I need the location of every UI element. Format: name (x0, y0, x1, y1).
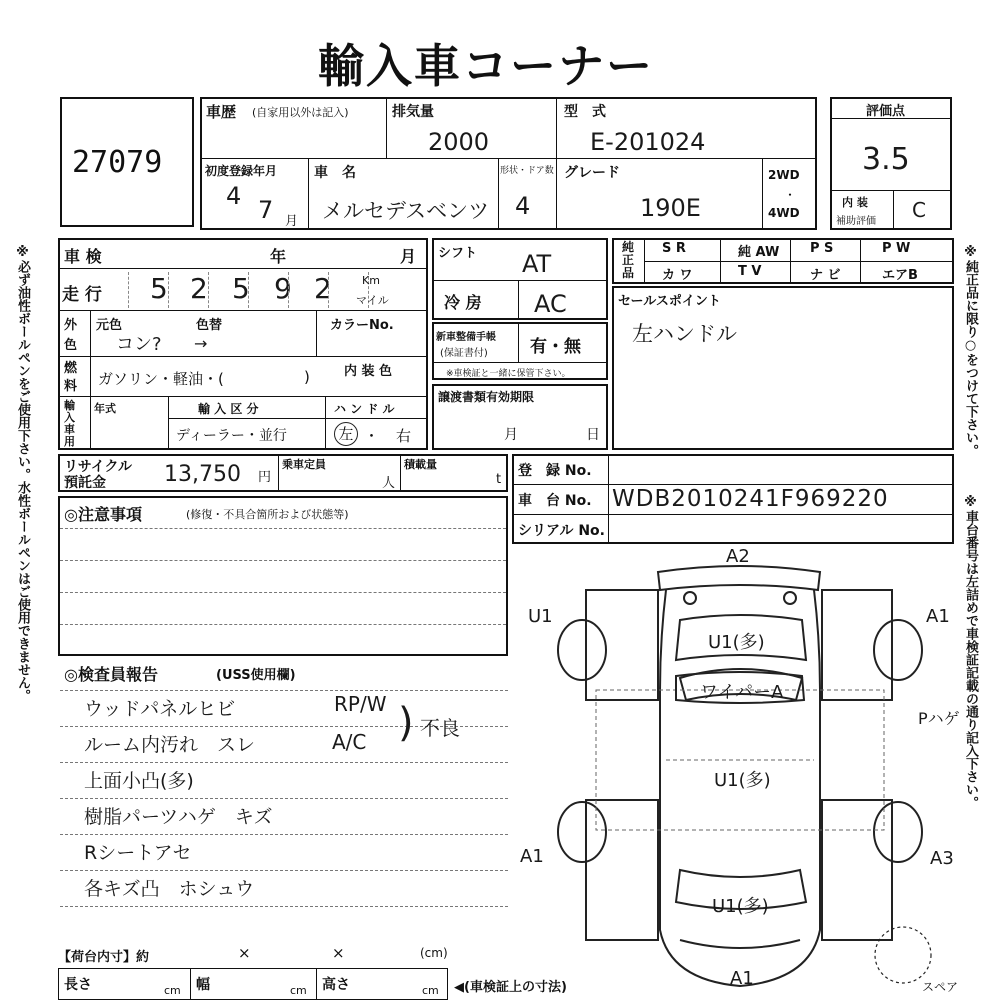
cargo-note: ◀(車検証上の寸法) (454, 980, 567, 995)
car-name-value: メルセデスベンツ (322, 199, 490, 223)
inspector-sublabel: (USS使用欄) (216, 668, 296, 683)
diagram-trunk: U1(多) (712, 896, 769, 917)
exterior-color-label: 外色 (64, 318, 78, 353)
diagram-front-left: U1 (528, 606, 553, 627)
diagram-right-side: Pハゲ (918, 709, 960, 728)
wheel-front-left (558, 620, 606, 680)
handle-left: 左 (334, 422, 358, 446)
inspection-label: 車 検 (64, 247, 102, 266)
left-front-panel (586, 590, 658, 700)
lot-number: 27079 (72, 145, 163, 180)
inspector-line: 樹脂パーツハゲ キズ (84, 806, 273, 828)
service-book-label-1: 新車整備手帳 (436, 332, 496, 343)
model-label: 型 式 (564, 104, 606, 120)
grade-label: グレード (564, 165, 620, 181)
transfer-day: 日 (586, 427, 600, 443)
diagram-hood: U1(多) (708, 632, 765, 653)
orig-color-label: 元色 (96, 318, 123, 333)
cargo-width: 幅 (196, 977, 210, 993)
side-note-right-2: ※車台番号は左詰めで車検証記載の通り記入下さい。 (963, 495, 978, 809)
capacity-unit: 人 (382, 476, 396, 491)
mileage-unit-mile: マイル (356, 294, 389, 307)
drive-dot: ・ (784, 188, 797, 202)
notes-label: ◎注意事項 (64, 505, 142, 524)
transfer-label: 譲渡書類有効期限 (438, 390, 535, 404)
doors-value: 4 (515, 192, 531, 220)
orig-color-value: コン? (116, 334, 162, 355)
wheel-rear-right (874, 802, 922, 862)
mileage-label: 走 行 (62, 285, 102, 305)
inspector-bracket: ) (398, 700, 414, 746)
sales-point-box (612, 286, 954, 450)
color-no-label: カラーNo. (330, 318, 394, 333)
side-note-right-1: ※純正品に限り○をつけて下さい。 (963, 245, 978, 457)
wheel-front-right (874, 620, 922, 680)
chassis-label: 車 台 No. (518, 493, 592, 509)
handle-label: ハ ン ド ル (334, 402, 395, 416)
diagram-roof: U1(多) (714, 770, 771, 791)
inspector-line: ルーム内汚れ スレ (84, 734, 256, 756)
drive-4wd: 4WD (768, 206, 800, 220)
cargo-size-box (58, 968, 448, 1000)
score-value: 3.5 (862, 142, 910, 177)
genuine-item: P W (882, 241, 911, 256)
front-bumper (658, 566, 820, 590)
first-reg-label: 初度登録年月 (205, 164, 278, 178)
genuine-label: 純正品 (622, 240, 635, 280)
displacement-value: 2000 (428, 128, 490, 156)
shift-value: AT (522, 250, 552, 278)
diagram-wiper: ワイパーA (700, 682, 784, 703)
inspector-line: 上面小凸(多) (84, 770, 194, 792)
displacement-label: 排気量 (392, 104, 434, 120)
right-rear-panel (822, 800, 892, 940)
first-reg-unit: 月 (285, 214, 299, 229)
capacity-label: 乗車定員 (282, 458, 326, 471)
genuine-item: S R (662, 241, 686, 256)
wheel-rear-left (558, 802, 606, 862)
mileage-digit: 5 (150, 272, 168, 305)
service-book-label-2: (保証書付) (440, 348, 488, 359)
handle-right: 右 (396, 427, 412, 445)
inspector-line: ウッドパネルヒビ (84, 698, 236, 720)
history-sublabel: (自家用以外は記入) (252, 106, 349, 119)
diagram-top: A2 (726, 546, 750, 567)
serial-label: シリアル No. (518, 523, 605, 539)
import-type-label: 輸 入 区 分 (198, 402, 259, 416)
right-front-panel (822, 590, 892, 700)
color-arrow: → (194, 334, 208, 353)
sales-point-label: セールスポイント (618, 294, 721, 309)
sales-point-value: 左ハンドル (632, 322, 737, 346)
headlight-right (784, 592, 796, 604)
service-book-note: ※車検証と一緒に保管下さい。 (446, 369, 571, 379)
interior-score-label-1: 内 装 (842, 196, 868, 209)
first-reg-month: 7 (258, 196, 274, 224)
first-reg-year: 4 (226, 182, 242, 210)
trunk-line (680, 940, 800, 948)
diagram-rear-right: A3 (930, 848, 954, 869)
inspector-side-3: 不良 (420, 716, 460, 740)
side-note-left: ※必ず油性ボールペンをご使用下さい。水性ボールペンはご使用できません。 (15, 245, 30, 702)
genuine-item: エアB (882, 268, 918, 283)
load-label: 積載量 (404, 458, 437, 471)
genuine-item: 純 AW (738, 245, 780, 260)
cargo-length-cm: cm (164, 984, 181, 997)
genuine-item: カ ワ (662, 268, 693, 283)
cargo-unit: (cm) (420, 946, 448, 960)
mileage-unit-km: Km (362, 274, 380, 287)
cargo-x2: × (332, 944, 345, 962)
inspector-side-2: A/C (332, 730, 367, 754)
car-name-label: 車 名 (314, 165, 356, 181)
headlight-left (684, 592, 696, 604)
import-year-label: 年式 (94, 402, 116, 415)
notes-sublabel: (修復・不具合箇所および状態等) (186, 508, 349, 521)
history-label: 車歴 (206, 103, 237, 121)
mileage-digit: 5 (232, 272, 250, 305)
interior-score-label-2: 補助評価 (836, 216, 876, 227)
diagram-rear-left: A1 (520, 846, 544, 867)
recycle-unit: 円 (258, 470, 272, 485)
registration-label: 登 録 No. (518, 463, 592, 479)
chassis-value: WDB2010241F969220 (612, 486, 889, 512)
load-unit: t (496, 472, 502, 487)
fuel-label: 燃料 (64, 361, 78, 394)
spare-tire (875, 927, 931, 983)
drive-2wd: 2WD (768, 168, 800, 182)
change-color-label: 色替 (196, 318, 223, 333)
inspector-line: 各キズ凸 ホシュウ (84, 878, 255, 900)
diagram-bottom: A1 (730, 968, 754, 989)
service-book-options: 有・無 (530, 337, 581, 357)
left-rear-panel (586, 800, 658, 940)
import-type-options: ディーラー・並行 (176, 428, 287, 444)
handle-dot: ・ (364, 427, 380, 445)
ac-label: 冷 房 (444, 293, 482, 312)
recycle-value: 13,750 (164, 462, 241, 487)
cargo-label: 【荷台内寸】約 (58, 950, 150, 965)
ac-value: AC (534, 290, 567, 318)
doors-label: 形状・ドア数 (500, 166, 554, 176)
diagram-front-right: A1 (926, 606, 950, 627)
cargo-height: 高さ (322, 977, 350, 993)
genuine-item: T V (738, 264, 762, 279)
inspector-side-1: RP/W (334, 692, 387, 716)
fuel-options: ガソリン・軽油・( (98, 370, 224, 388)
recycle-label-1: リサイクル (64, 459, 133, 475)
model-value: E-201024 (590, 128, 706, 156)
grade-value: 190E (640, 194, 701, 222)
fuel-close: ) (304, 368, 310, 386)
inspector-label: ◎検査員報告 (64, 665, 158, 684)
page-title: 輸入車コーナー (318, 39, 654, 93)
cargo-width-cm: cm (290, 984, 307, 997)
mileage-digit: 2 (190, 272, 208, 305)
transfer-month: 月 (504, 427, 518, 443)
inspection-month: 月 (400, 247, 417, 266)
inspector-line: Rシートアセ (84, 842, 192, 864)
diagram-spare: スペア (922, 980, 959, 994)
inspection-year: 年 (270, 247, 287, 266)
recycle-label-2: 預託金 (64, 475, 106, 491)
interior-score-value: C (912, 198, 926, 222)
cargo-x1: × (238, 944, 251, 962)
cargo-length: 長さ (64, 977, 92, 993)
score-label: 評価点 (866, 104, 906, 119)
shift-label: シフト (438, 246, 478, 261)
cargo-height-cm: cm (422, 984, 439, 997)
interior-color-label: 内 装 色 (344, 364, 393, 379)
import-car-label: 輸入車用 (64, 399, 75, 448)
mileage-digit: 2 (314, 272, 332, 305)
genuine-item: P S (810, 241, 834, 256)
genuine-item: ナ ビ (810, 268, 841, 283)
mileage-digit: 9 (274, 272, 292, 305)
